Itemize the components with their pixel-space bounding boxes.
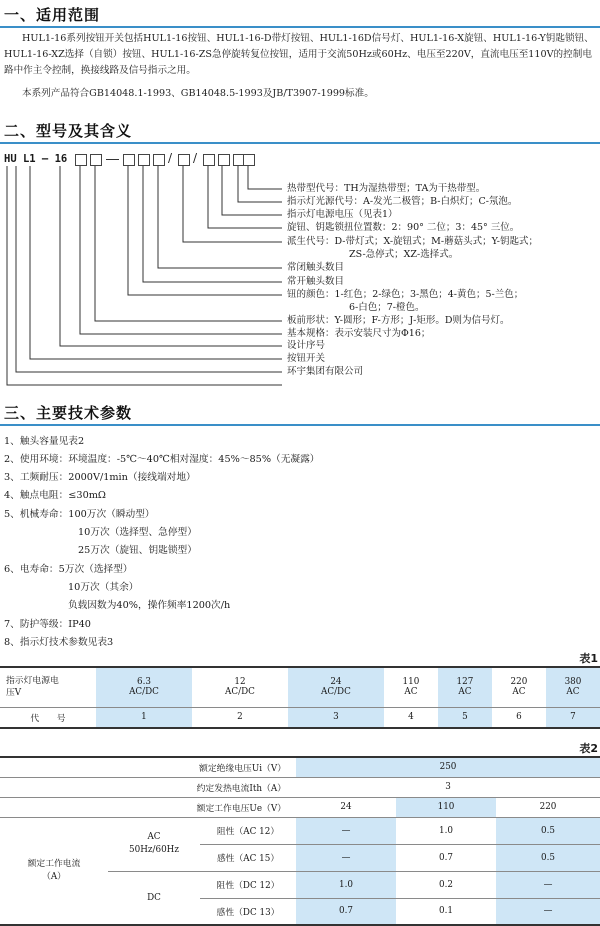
table2-ue-value: 220 bbox=[496, 797, 600, 817]
spec-line-8: 8、指示灯技术参数见表3 bbox=[4, 637, 114, 648]
table2-ac-label: AC 50Hz/60Hz bbox=[108, 817, 200, 871]
label-basic-spec: 基本规格：表示安装尺寸为Φ16； bbox=[287, 328, 431, 339]
table1-cell-code: 3 bbox=[288, 707, 384, 728]
spec-line-6b: 10万次（其余） bbox=[68, 582, 139, 593]
table2-ui-value: 250 bbox=[296, 757, 600, 777]
table2-ith-label: 约定发热电流Ith（A） bbox=[0, 777, 296, 797]
section1-paragraph1: HUL1-16系列按钮开关包括HUL1-16按钮、HUL1-16-D带灯按钮、HUL1-16D信号灯、HUL1-16-X旋钮、HUL1-16-Y钥匙锁钮、HUL1-16-XZ选择（自锁）按钮、HUL1-16-ZS急停旋转复位按钮，适用于交流50Hz或60Hz、电压至220V，直流电压至110V的控制电路中作主令控制，换接线路及信号指示之用。 bbox=[4, 33, 594, 76]
table2-dc-label: DC bbox=[108, 871, 200, 925]
table2-cell: — bbox=[296, 844, 396, 871]
table2-load-type: 感性（AC 15） bbox=[200, 844, 296, 871]
label-lamp-source: 指示灯光源代号：A-发光二极管；B-白炽灯；C-氖泡。 bbox=[287, 196, 518, 207]
section3-rule bbox=[0, 424, 600, 426]
table1-cell-voltage: 380 AC bbox=[546, 667, 600, 707]
table1-cell-code: 7 bbox=[546, 707, 600, 728]
table2-load-type: 阻性（DC 12） bbox=[200, 871, 296, 898]
label-nc-contacts: 常闭触头数目 bbox=[287, 262, 345, 273]
table1-cell-code: 1 bbox=[96, 707, 192, 728]
table2-cell: 0.2 bbox=[396, 871, 496, 898]
table2-cell: 1.0 bbox=[296, 871, 396, 898]
table2-cell: — bbox=[496, 898, 600, 925]
table1-cell-voltage: 127 AC bbox=[438, 667, 492, 707]
label-lamp-voltage: 指示灯电源电压（见表1） bbox=[287, 209, 398, 220]
model-code-prefix: HU L1 — 16 bbox=[4, 153, 68, 165]
table1-cell-code: 4 bbox=[384, 707, 438, 728]
table2-cell: 0.1 bbox=[396, 898, 496, 925]
table1-code-row bbox=[0, 707, 600, 728]
label-company: 环宇集团有限公司 bbox=[287, 366, 364, 377]
table2-load-type: 感性（DC 13） bbox=[200, 898, 296, 925]
label-knob-positions: 旋钮、钥匙锁扭位置数：2：90° 二位；3：45° 三位。 bbox=[287, 222, 520, 233]
table2-ue-label: 额定工作电压Ue（V） bbox=[0, 797, 296, 817]
spec-line-7: 7、防护等级：IP40 bbox=[4, 619, 91, 630]
spec-line-1: 1、触头容量见表2 bbox=[4, 436, 85, 447]
spec-line-5: 5、机械寿命：100万次（瞬动型） bbox=[4, 509, 155, 520]
table1-cell-voltage: 24 AC/DC bbox=[288, 667, 384, 707]
model-slash-2: / bbox=[193, 151, 198, 165]
spec-line-2: 2、使用环境：环境温度：-5℃～40℃相对湿度：45%～85%（无凝露） bbox=[4, 454, 320, 465]
section2-title: 二、型号及其含义 bbox=[4, 122, 133, 140]
table1-cell-voltage: 220 AC bbox=[492, 667, 546, 707]
spec-line-6c: 负载因数为40%，操作频率1200次/h bbox=[68, 600, 231, 611]
table2-ith-value: 3 bbox=[296, 777, 600, 797]
table2-ue-row bbox=[0, 797, 600, 817]
model-slash-1: / bbox=[168, 151, 173, 165]
table2-cell: 0.7 bbox=[396, 844, 496, 871]
spec-line-6: 6、电寿命：5万次（选择型） bbox=[4, 564, 133, 575]
table2-ue-value: 110 bbox=[396, 797, 496, 817]
table1-voltage-label: 指示灯电源电压V bbox=[0, 667, 96, 707]
table2-row-ac12 bbox=[0, 817, 600, 844]
table2-ie-label: 额定工作电流（A） bbox=[0, 817, 108, 925]
table1-voltage-row bbox=[0, 667, 600, 707]
spec-line-4: 4、触点电阻：≤30mΩ bbox=[4, 490, 106, 501]
table1-cell-code: 5 bbox=[438, 707, 492, 728]
table2-cell: 0.5 bbox=[496, 817, 600, 844]
spec-line-5c: 25万次（旋钮、钥匙锁型） bbox=[78, 545, 197, 556]
spec-line-3: 3、工频耐压：2000V/1min（接线端对地） bbox=[4, 472, 196, 483]
table2-ui-label: 额定绝缘电压Ui（V） bbox=[0, 757, 296, 777]
label-tropical-type: 热带型代号：TH为湿热带型；TA为干热带型。 bbox=[287, 183, 486, 194]
table1-cell-code: 6 bbox=[492, 707, 546, 728]
label-button-color: 钮的颜色：1-红色；2-绿色；3-黑色；4-黄色；5-兰色； bbox=[287, 289, 524, 300]
table1-caption: 表1 bbox=[579, 652, 598, 665]
table2-ui-row bbox=[0, 757, 600, 777]
section3-title: 三、主要技术参数 bbox=[4, 404, 133, 422]
label-design-serial: 设计序号 bbox=[287, 340, 326, 351]
label-button-color-cont: 6-白色；7-橙色。 bbox=[349, 302, 425, 313]
section1-paragraph2: 本系列产品符合GB14048.1-1993、GB14048.5-1993及JB/T3907-1999标准。 bbox=[22, 88, 374, 99]
table2 bbox=[0, 756, 600, 926]
table2-load-type: 阻性（AC 12） bbox=[200, 817, 296, 844]
label-no-contacts: 常开触头数目 bbox=[287, 276, 345, 287]
table2-ith-row bbox=[0, 777, 600, 797]
table1-cell-voltage: 12 AC/DC bbox=[192, 667, 288, 707]
table1-code-label: 代 号 bbox=[0, 707, 96, 728]
table1-cell-voltage: 110 AC bbox=[384, 667, 438, 707]
table2-cell: 0.7 bbox=[296, 898, 396, 925]
section1-title: 一、适用范围 bbox=[4, 6, 101, 24]
spec-line-5b: 10万次（选择型、急停型） bbox=[78, 527, 197, 538]
label-derivative-code-cont: ZS-急停式；XZ-选择式。 bbox=[349, 249, 459, 260]
table1-cell-code: 2 bbox=[192, 707, 288, 728]
table2-caption: 表2 bbox=[579, 742, 598, 755]
table1-cell-voltage: 6.3 AC/DC bbox=[96, 667, 192, 707]
label-button-switch: 按钮开关 bbox=[287, 353, 326, 364]
table2-cell: 1.0 bbox=[396, 817, 496, 844]
label-derivative-code: 派生代号：D-带灯式；X-旋钮式；M-蘑菇头式；Y-钥匙式； bbox=[287, 236, 539, 247]
table2-cell: 0.5 bbox=[496, 844, 600, 871]
table2-cell: — bbox=[496, 871, 600, 898]
table2-cell: — bbox=[296, 817, 396, 844]
table2-ue-value: 24 bbox=[296, 797, 396, 817]
table1 bbox=[0, 666, 600, 729]
label-panel-shape: 板前形状：Y-圆形；F-方形；J-矩形。D则为信号灯。 bbox=[287, 315, 510, 326]
